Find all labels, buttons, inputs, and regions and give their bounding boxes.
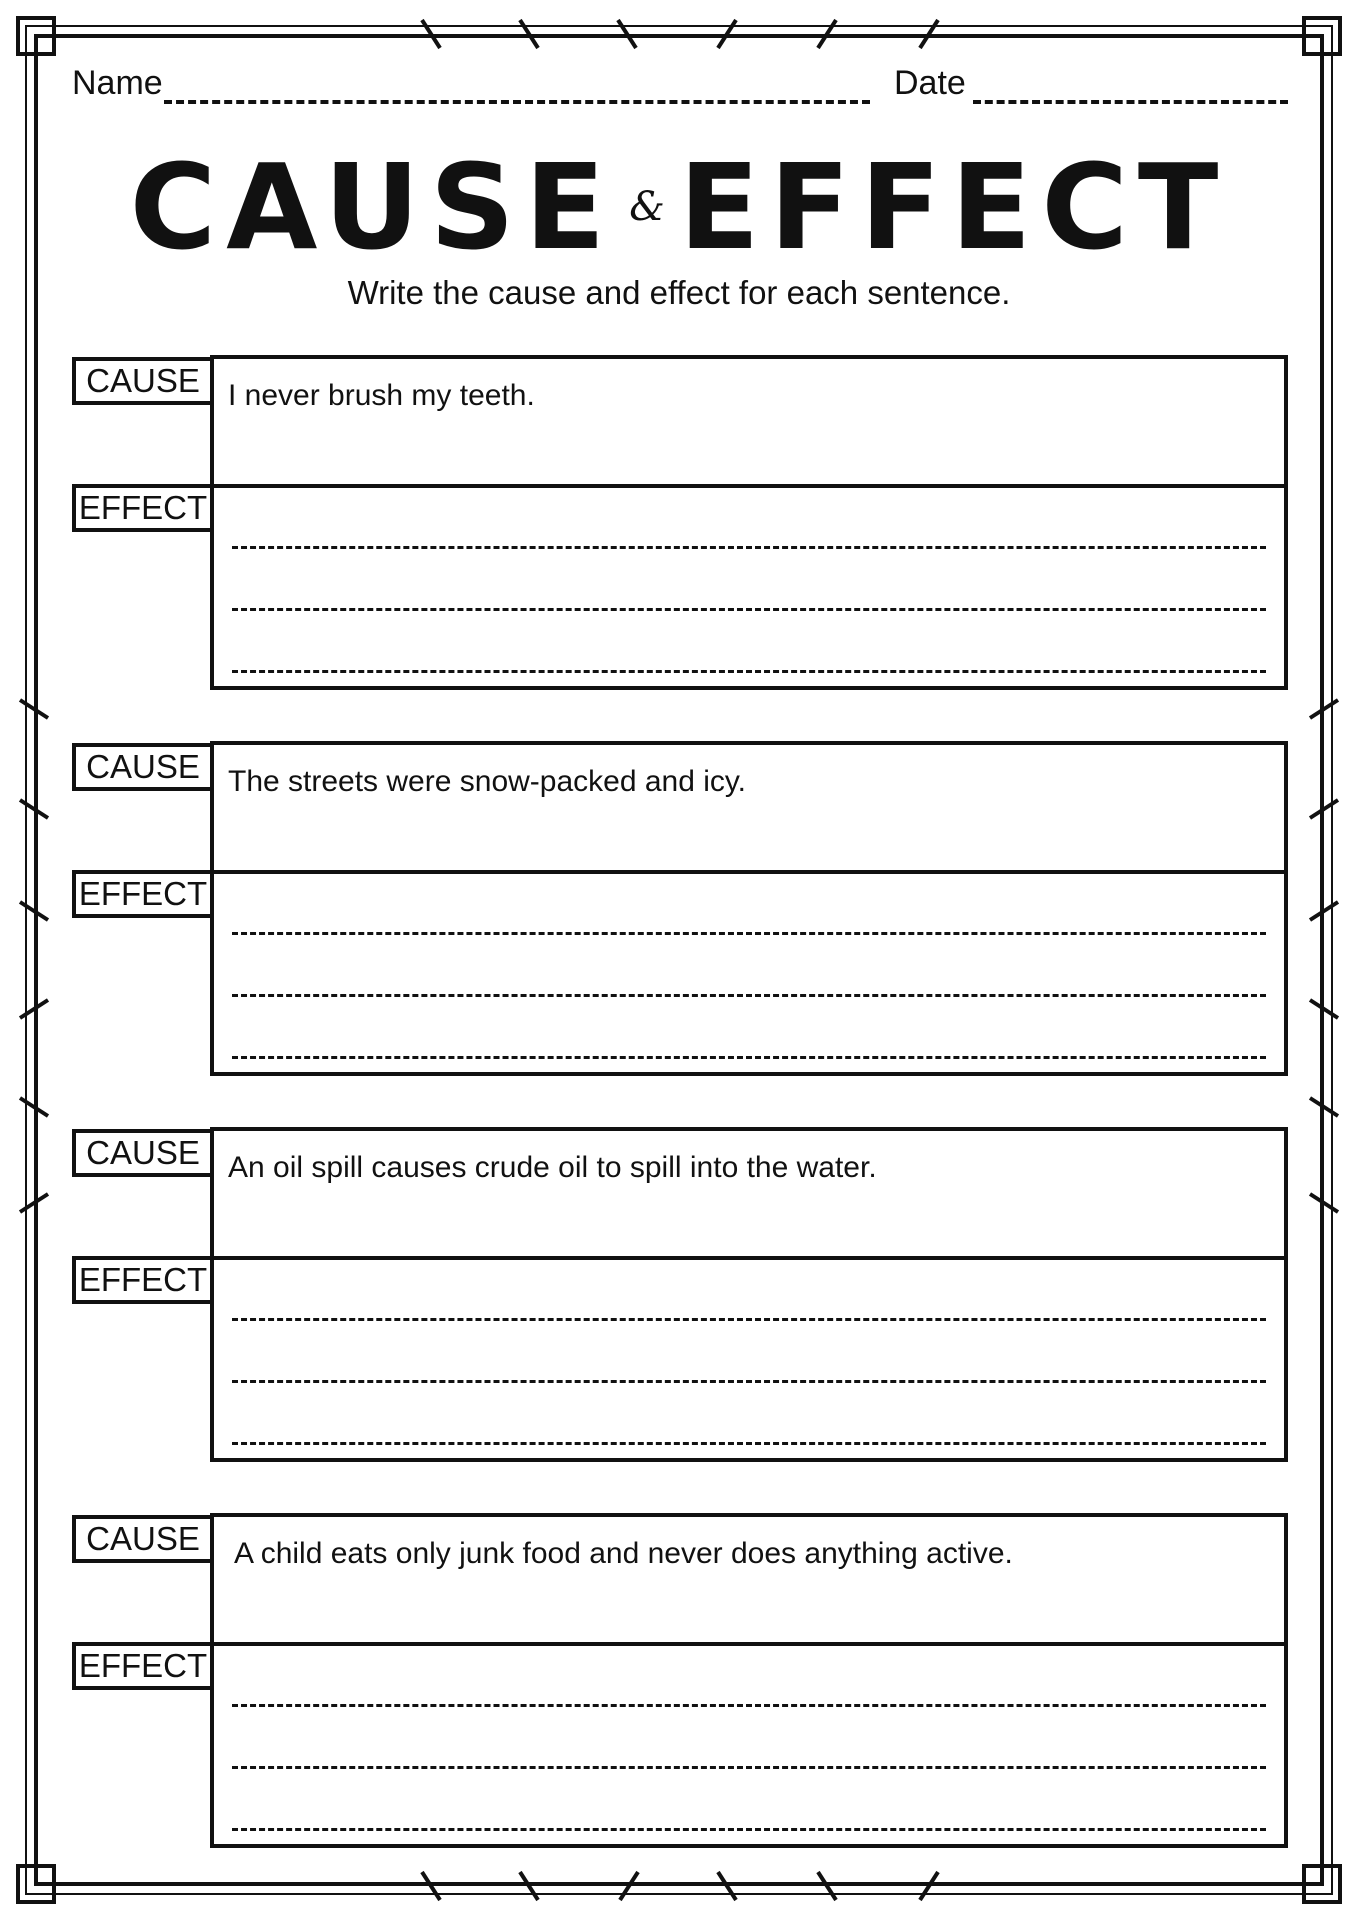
answer-line[interactable]: [232, 932, 1266, 935]
answer-line[interactable]: [232, 1318, 1266, 1321]
effect-tag: EFFECT: [72, 870, 210, 918]
cause-effect-block-1: [210, 355, 1288, 690]
cause-box: [214, 1517, 1284, 1646]
cause-tag: CAUSE: [72, 743, 210, 791]
effect-tag: EFFECT: [72, 1642, 210, 1690]
answer-line[interactable]: [232, 546, 1266, 549]
cause-tag: CAUSE: [72, 1515, 210, 1563]
page-title: [0, 138, 1358, 276]
date-field[interactable]: [973, 100, 1288, 104]
answer-line[interactable]: [232, 1380, 1266, 1383]
cause-box: [214, 359, 1284, 488]
effect-answer-area[interactable]: [214, 488, 1284, 686]
cause-tag: CAUSE: [72, 1129, 210, 1177]
effect-answer-area[interactable]: [214, 874, 1284, 1072]
cause-tag: CAUSE: [72, 357, 210, 405]
cause-effect-block-4: [210, 1513, 1288, 1848]
answer-line[interactable]: [232, 608, 1266, 611]
cause-sentence: The streets were snow-packed and icy.: [228, 765, 747, 798]
name-field[interactable]: [164, 100, 870, 104]
effect-tag: EFFECT: [72, 484, 210, 532]
instructions: Write the cause and effect for each sentence.: [347, 274, 1011, 311]
answer-line[interactable]: [232, 1704, 1266, 1707]
title-word-effect: EFFECT: [678, 138, 1229, 276]
cause-effect-block-2: [210, 741, 1288, 1076]
answer-line[interactable]: [232, 670, 1266, 673]
effect-answer-area[interactable]: [214, 1260, 1284, 1458]
title-word-cause: CAUSE: [129, 138, 616, 276]
effect-answer-area[interactable]: [214, 1646, 1284, 1844]
answer-line[interactable]: [232, 994, 1266, 997]
date-label: Date: [894, 64, 966, 102]
cause-sentence: I never brush my teeth.: [228, 379, 535, 412]
cause-box: [214, 1131, 1284, 1260]
answer-line[interactable]: [232, 1828, 1266, 1831]
answer-line[interactable]: [232, 1442, 1266, 1445]
effect-tag: EFFECT: [72, 1256, 210, 1304]
cause-sentence: An oil spill causes crude oil to spill into the water.: [228, 1151, 877, 1184]
cause-effect-block-3: [210, 1127, 1288, 1462]
cause-box: [214, 745, 1284, 874]
name-label: Name: [72, 64, 163, 102]
answer-line[interactable]: [232, 1766, 1266, 1769]
cause-sentence: A child eats only junk food and never does anything active.: [234, 1537, 1013, 1570]
title-ampersand: &: [629, 184, 665, 230]
answer-line[interactable]: [232, 1056, 1266, 1059]
